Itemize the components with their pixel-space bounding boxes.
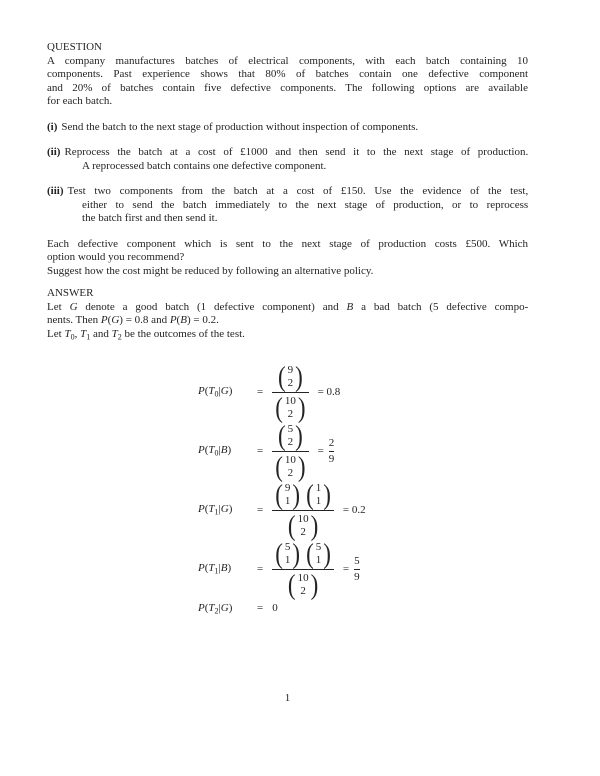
- binomial-values: [296, 572, 311, 598]
- fraction-denominator: [272, 450, 308, 483]
- equation-row-2: [198, 419, 528, 483]
- fraction: [272, 537, 334, 601]
- text-block: [47, 41, 528, 617]
- binomial: [275, 478, 301, 511]
- equation-3-lhs: $P(T_1|G)$: [198, 503, 233, 517]
- binom-top: 5: [287, 422, 294, 435]
- right-paren: ): [292, 537, 301, 570]
- item-i-label: (i): [47, 120, 58, 133]
- binomial-values: [296, 513, 311, 539]
- equation-1-result: = 0.8: [317, 386, 341, 398]
- item-i-text: Send the batch to the next stage of production without inspection of components.: [61, 120, 419, 133]
- page-number: 1: [284, 692, 291, 704]
- result-numerator: 5: [354, 554, 360, 567]
- item-ii-label: (ii): [47, 146, 61, 158]
- fraction: [272, 478, 334, 542]
- answer-intro-line-2: nents. Then P(G) = 0.8 and P(B) = 0.2.: [47, 314, 219, 326]
- equation-row-4: [198, 537, 528, 601]
- equation-row-3: [198, 478, 528, 542]
- binomial-values: [283, 541, 293, 567]
- equals-sign: =: [317, 445, 324, 457]
- binomial: [275, 450, 306, 483]
- left-paren: (: [287, 568, 296, 601]
- question-heading: QUESTION: [47, 41, 102, 53]
- binom-bottom: 2: [300, 584, 306, 597]
- binom-bottom: 2: [287, 407, 294, 420]
- right-paren: ): [323, 478, 331, 511]
- binom-top: 9: [287, 363, 294, 376]
- equation-4-result: [343, 555, 360, 584]
- result-fraction: [354, 555, 360, 584]
- binomial-values: [314, 482, 324, 508]
- item-iii-text: Test two components from the batch at a cost of £150. Use the evidence of the test,: [67, 185, 529, 197]
- answer-section: [47, 287, 528, 344]
- binom-top: 10: [284, 453, 296, 466]
- list-item-i: [47, 121, 528, 135]
- item-ii-line-2: A reprocessed batch contains one defective component.: [82, 159, 327, 172]
- binomial-values: [286, 364, 296, 390]
- left-paren: (: [277, 360, 286, 393]
- binom-bottom: 2: [287, 466, 294, 479]
- fraction-bar: [329, 451, 335, 452]
- item-ii-text: Reprocess the batch at a cost of £1000 and then send it to the next stage of production.: [64, 146, 529, 158]
- left-paren: (: [306, 478, 314, 511]
- binomial: [306, 478, 331, 511]
- question-closing: [47, 238, 528, 279]
- question-intro-line-4: for each batch.: [47, 95, 113, 107]
- answer-intro-line-1: Let G denote a good batch (1 defective component) and B a bad batch (5 defective compo-: [47, 300, 529, 313]
- binom-top: 9: [284, 481, 291, 494]
- binomial: [275, 391, 306, 424]
- right-paren: ): [295, 360, 303, 393]
- left-paren: (: [275, 478, 283, 511]
- closing-line-3: Suggest how the cost might be reduced by following an alternative policy.: [47, 264, 374, 277]
- right-paren: ): [323, 537, 331, 570]
- binom-bottom: 1: [315, 494, 322, 507]
- binomial: [275, 537, 301, 570]
- equation-row-5: [198, 602, 528, 616]
- result-fraction: [329, 437, 335, 466]
- closing-line-2: option would you recommend?: [47, 251, 185, 263]
- binom-top: 10: [297, 512, 309, 525]
- equation-1-lhs: $P(T_0|G)$: [198, 385, 233, 399]
- fraction: [272, 419, 308, 483]
- equals-sign: =: [257, 386, 264, 398]
- fraction-denominator: [272, 391, 308, 424]
- equals-sign: =: [257, 445, 264, 457]
- equals-sign: =: [257, 504, 264, 516]
- fraction: [272, 360, 308, 424]
- fraction-numerator: [272, 478, 334, 511]
- equation-5-lhs: $P(T_2|G)$: [198, 601, 233, 615]
- answer-intro-line-3: Let $T_0$, $T_1$ and $T_2$ be the outcomes of the test.: [47, 327, 245, 341]
- question-intro-line-2: components. Past experience shows that 80% of batches contain one defective component: [47, 68, 529, 80]
- left-paren: (: [277, 419, 286, 452]
- equals-sign: =: [257, 602, 264, 615]
- equals-sign: =: [342, 563, 350, 575]
- equals-sign: =: [257, 563, 264, 575]
- binom-top: 10: [297, 571, 309, 584]
- right-paren: ): [310, 509, 319, 542]
- item-ii-line-1: [47, 146, 528, 160]
- equation-3-result: = 0.2: [342, 504, 366, 516]
- equation-2-result: [318, 437, 335, 466]
- fraction-numerator: [272, 537, 334, 570]
- left-paren: (: [275, 391, 283, 424]
- item-iii-line-1: [47, 185, 528, 199]
- fraction-numerator: [275, 419, 306, 452]
- item-iii-label: (iii): [47, 185, 64, 197]
- right-paren: ): [295, 419, 303, 452]
- equations-block: [47, 360, 528, 616]
- binom-top: 5: [315, 540, 322, 553]
- binom-top: 5: [284, 540, 291, 553]
- left-paren: (: [287, 509, 296, 542]
- binomial-values: [314, 541, 324, 567]
- closing-line-1: Each defective component which is sent to the next stage of production costs £500. Which: [47, 237, 529, 250]
- binomial-values: [283, 482, 293, 508]
- binom-bottom: 2: [287, 435, 294, 448]
- binom-bottom: 2: [287, 376, 294, 389]
- binom-top: 1: [315, 481, 322, 494]
- question-intro-line-1: A company manufactures batches of electrical components, with each batch containing 10: [47, 54, 529, 67]
- result-denominator: 9: [328, 452, 335, 465]
- left-paren: (: [306, 537, 314, 570]
- left-paren: (: [275, 537, 283, 570]
- binom-bottom: 1: [284, 553, 291, 566]
- right-paren: ): [310, 568, 319, 601]
- list-item-iii: [47, 185, 528, 226]
- binomial-values: [283, 454, 298, 480]
- answer-heading: ANSWER: [47, 287, 94, 299]
- binom-bottom: 1: [284, 494, 291, 507]
- item-i-line-1: [47, 121, 528, 135]
- question-intro-line-3: and 20% of batches contain five defective components. The following options are available: [47, 81, 528, 94]
- binom-top: 10: [284, 394, 296, 407]
- list-item-ii: [47, 146, 528, 173]
- equation-5-rhs: 0: [272, 602, 278, 615]
- fraction-denominator: [285, 509, 321, 542]
- binomial: [287, 509, 319, 542]
- binomial: [277, 360, 303, 393]
- binom-bottom: 1: [315, 553, 322, 566]
- equation-4-lhs: $P(T_1|B)$: [198, 562, 232, 576]
- result-denominator: 9: [354, 570, 360, 583]
- left-paren: (: [275, 450, 283, 483]
- binomial: [287, 568, 319, 601]
- binom-bottom: 2: [300, 525, 306, 538]
- result-numerator: 2: [328, 436, 335, 449]
- item-iii-line-2: either to send the batch immediately to the next stage of production, or to reprocess: [82, 198, 529, 211]
- fraction-numerator: [275, 360, 306, 393]
- fraction-bar: [354, 569, 360, 570]
- binomial-values: [286, 423, 296, 449]
- right-paren: ): [297, 391, 306, 424]
- item-iii-line-3: the batch first and then send it.: [82, 212, 218, 224]
- equation-row-1: [198, 360, 528, 424]
- binomial: [277, 419, 303, 452]
- binomial-values: [283, 395, 298, 421]
- fraction-denominator: [285, 568, 321, 601]
- right-paren: ): [297, 450, 306, 483]
- equation-2-lhs: $P(T_0|B)$: [198, 444, 232, 458]
- binomial: [306, 537, 331, 570]
- right-paren: ): [292, 478, 301, 511]
